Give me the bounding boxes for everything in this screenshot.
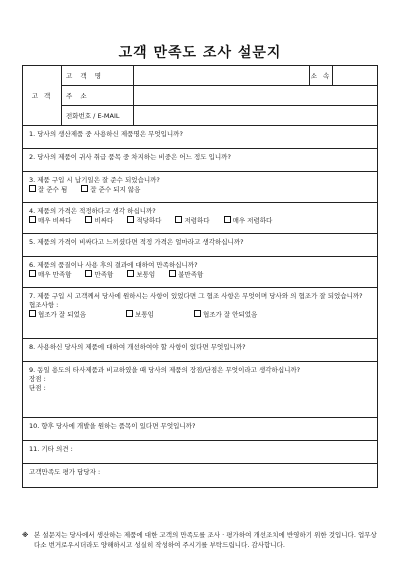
- question-text: 6. 제품의 품질이나 사용 후의 결과에 대하여 만족하십니까?: [29, 261, 198, 269]
- checkbox[interactable]: [29, 310, 36, 317]
- options: [29, 270, 371, 280]
- checkbox[interactable]: [194, 310, 201, 317]
- question-text: 5. 제품의 가격이 비싸다고 느끼셨다면 적정 가격은 얼마라고 생각하십니까?: [29, 238, 244, 246]
- question-3: [23, 172, 377, 203]
- checkbox[interactable]: [224, 216, 231, 223]
- question-text: 7. 제품 구입 시 고객께서 당사에 원하시는 사항이 있었다면 그 협조 사항은 무엇이며 당사와 의 협조가 잘 되었습니까?: [29, 292, 363, 300]
- options: [29, 185, 371, 195]
- page-title: 고객 만족도 조사 설문지: [118, 45, 282, 61]
- question-text: 3. 제품 구입 시 납기일은 잘 준수 되었습니까?: [29, 176, 160, 184]
- question-6: [23, 257, 377, 288]
- question-5[interactable]: [23, 234, 377, 257]
- option[interactable]: 보통임: [127, 270, 155, 280]
- question-4: [23, 203, 377, 234]
- affiliation-field[interactable]: [333, 66, 377, 85]
- option[interactable]: 보통임: [126, 310, 154, 320]
- question-2[interactable]: [23, 149, 377, 172]
- checkbox[interactable]: [29, 185, 36, 192]
- question-9: [23, 362, 377, 418]
- question-text: 9. 동일 용도의 타사제품과 비교하였을 때 당사의 제품의 장점/단점은 무엇이라고 생각하십니까?: [29, 366, 301, 374]
- note-mark: ※: [22, 531, 29, 539]
- option[interactable]: 만족함: [85, 270, 113, 280]
- customer-info-rows: [62, 66, 377, 125]
- address-field[interactable]: [134, 86, 377, 105]
- contact-row: [62, 106, 377, 125]
- note-text: 본 설문지는 당사에서 생산하는 제품에 대한 고객의 만족도를 조사 · 평가하여 개선조치에 반영하기 위한 것입니다. 업무상 다소 번거로우시더라도 양해하시고 성실히 작성하여 주시기를 부탁드립니다. 감사합니다.: [34, 531, 377, 549]
- cooperation-label[interactable]: 협조사항 :: [29, 301, 59, 309]
- customer-name-label: 고 객 명: [62, 66, 134, 85]
- question-8[interactable]: [23, 339, 377, 362]
- customer-name-field[interactable]: [134, 66, 309, 85]
- checkbox[interactable]: [127, 270, 134, 277]
- question-text: 11. 기타 의견 :: [29, 445, 73, 453]
- option[interactable]: 매우 저렴하다: [224, 216, 273, 226]
- option[interactable]: 협조가 잘 안되었음: [194, 310, 257, 320]
- options: [29, 310, 371, 320]
- question-10[interactable]: [23, 418, 377, 441]
- customer-section-label: 고 객: [23, 66, 62, 125]
- checkbox[interactable]: [126, 310, 133, 317]
- evaluator-row[interactable]: [23, 464, 377, 487]
- option[interactable]: 협조가 잘 되었음: [29, 310, 86, 320]
- checkbox[interactable]: [127, 216, 134, 223]
- weakness-field[interactable]: 단점 :: [29, 384, 46, 392]
- contact-label: 전화번호 / E-MAIL: [62, 106, 134, 125]
- question-text: 2. 당사의 제품이 귀사 취급 품목 중 차지하는 비중은 어느 정도 입니까?: [29, 153, 231, 161]
- option[interactable]: 매우 비싸다: [29, 216, 71, 226]
- option[interactable]: 비싸다: [85, 216, 113, 226]
- address-row: [62, 86, 377, 106]
- question-text: 4. 제품의 가격은 적정하다고 생각 하십니까?: [29, 207, 156, 215]
- checkbox[interactable]: [29, 216, 36, 223]
- option[interactable]: 잘 준수 됨: [29, 185, 67, 195]
- address-label: 주 소: [62, 86, 134, 105]
- checkbox[interactable]: [175, 216, 182, 223]
- customer-name-row: [62, 66, 377, 86]
- strength-field[interactable]: 장점 :: [29, 375, 46, 383]
- question-text: 10. 향후 당사에 개발을 원하는 품목이 있다면 무엇입니까?: [29, 422, 196, 430]
- option[interactable]: 저렴하다: [175, 216, 209, 226]
- question-text: 8. 사용하신 당사의 제품에 대하여 개선하여야 할 사항이 있다면 무엇입니까?: [29, 343, 246, 351]
- customer-info-section: [23, 66, 377, 126]
- question-7: [23, 288, 377, 339]
- checkbox[interactable]: [169, 270, 176, 277]
- survey-form: [22, 65, 378, 488]
- question-1[interactable]: [23, 126, 377, 149]
- contact-field[interactable]: [134, 106, 377, 125]
- option[interactable]: 잘 준수 되지 않음: [81, 185, 140, 195]
- checkbox[interactable]: [29, 270, 36, 277]
- checkbox[interactable]: [81, 185, 88, 192]
- option[interactable]: 적당하다: [127, 216, 161, 226]
- evaluator-label: 고객만족도 평가 담당자 :: [29, 468, 101, 476]
- checkbox[interactable]: [85, 270, 92, 277]
- footer-note: [22, 530, 378, 550]
- checkbox[interactable]: [85, 216, 92, 223]
- option[interactable]: 매우 만족함: [29, 270, 71, 280]
- question-text: 1. 당사의 생산제품 중 사용하신 제품명은 무엇입니까?: [29, 130, 183, 138]
- options: [29, 216, 371, 226]
- question-11[interactable]: [23, 441, 377, 464]
- option[interactable]: 불만족함: [169, 270, 203, 280]
- affiliation-label: 소 속: [309, 66, 333, 85]
